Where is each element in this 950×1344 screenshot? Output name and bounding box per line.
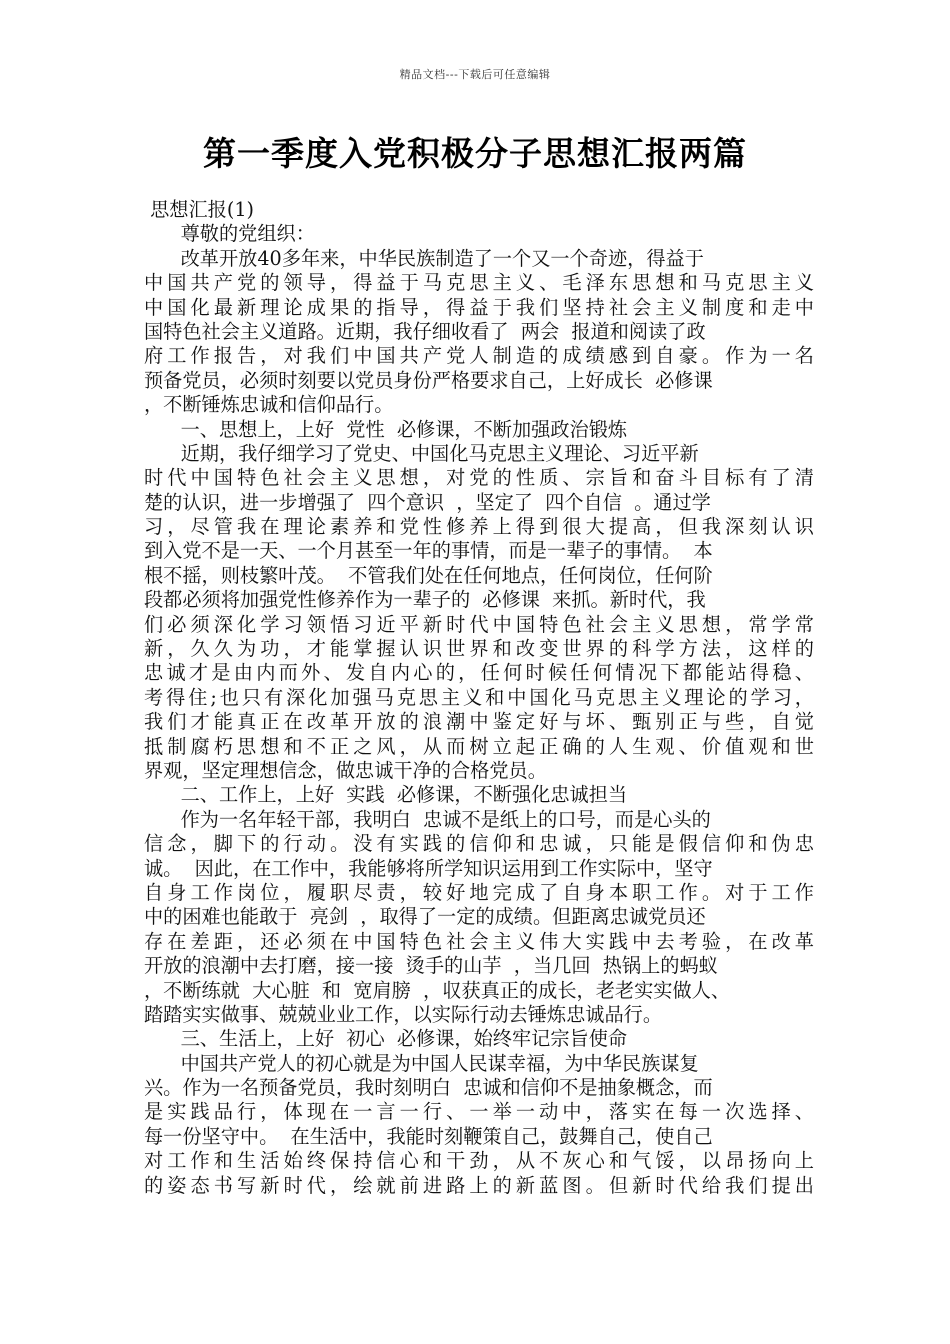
body-line: 的姿态书写新时代，绘就前进路上的新蓝图。但新时代给我们提出 [144, 1173, 814, 1197]
body-line: 对工作和生活始终保持信心和干劲，从不灰心和气馁，以昂扬向上 [144, 1149, 814, 1173]
body-line: 改革开放40多年来，中华民族制造了一个又一个奇迹，得益于 [144, 246, 704, 270]
body-line: 预备党员，必须时刻要以党员身份严格要求自己，上好成长 必修课 [144, 368, 713, 392]
body-line: 界观，坚定理想信念，做忠诚干净的合格党员。 [144, 758, 547, 782]
body-line: 中国共产党人的初心就是为中国人民谋幸福，为中华民族谋复 [144, 1051, 699, 1075]
body-line: 作为一名年轻干部，我明白 忠诚不是纸上的口号，而是心头的 [144, 807, 711, 831]
body-line: 楚的认识，进一步增强了 四个意识 ，坚定了 四个自信 。通过学 [144, 490, 711, 514]
body-line: 我们才能真正在改革开放的浪潮中鉴定好与坏、甄别正与些，自觉 [144, 710, 814, 734]
body-line: 开放的浪潮中去打磨，接一接 烫手的山芋 ，当几回 热锅上的蚂蚁 [144, 954, 718, 978]
body-line: 自身工作岗位，履职尽责，较好地完成了自身本职工作。对于工作 [144, 880, 814, 904]
body-line: 段都必须将加强党性修养作为一辈子的 必修课 来抓。新时代，我 [144, 588, 706, 612]
body-line: 忠诚才是由内而外、发自内心的，任何时候任何情况下都能站得稳、 [144, 661, 814, 685]
body-line: 习，尽管我在理论素养和党性修养上得到很大提高，但我深刻认识 [144, 515, 814, 539]
body-line: 根不摇，则枝繁叶茂。 不管我们处在任何地点，任何岗位，任何阶 [144, 563, 713, 587]
document-body [144, 198, 814, 1198]
body-line: 思想汇报(1) [144, 198, 255, 221]
body-line: 抵制腐朽思想和不正之风，从而树立起正确的人生观、价值观和世 [144, 734, 814, 758]
body-line: 踏踏实实做事、兢兢业业工作，以实际行动去锤炼忠诚品行。 [144, 1002, 663, 1026]
body-line: 们必须深化学习领悟习近平新时代中国特色社会主义思想，常学常 [144, 612, 814, 636]
body-line: 三、生活上，上好 初心 必修课，始终牢记宗旨使命 [144, 1027, 628, 1051]
header-note: 精品文档---下载后可任意编辑 [399, 68, 551, 81]
body-line: 一、思想上，上好 党性 必修课，不断加强政治锻炼 [144, 417, 628, 441]
body-line: 每一份坚守中。 在生活中，我能时刻鞭策自己，鼓舞自己，使自己 [144, 1124, 713, 1148]
body-line: 近期，我仔细学习了党史、中国化马克思主义理论、习近平新 [144, 441, 699, 465]
document-title: 第一季度入党积极分子思想汇报两篇 [203, 134, 747, 173]
body-line: 考得住;也只有深化加强马克思主义和中国化马克思主义理论的学习， [144, 685, 814, 709]
body-line: 时代中国特色社会主义思想，对党的性质、宗旨和奋斗目标有了清 [144, 466, 814, 490]
body-line: 信念，脚下的行动。没有实践的信仰和忠诚，只能是假信仰和伪忠 [144, 832, 814, 856]
body-line: 中的困难也能敢于 亮剑 ，取得了一定的成绩。但距离忠诚党员还 [144, 905, 706, 929]
body-line: ，不断练就 大心脏 和 宽肩膀 ，収获真正的成长，老老实实做人、 [144, 978, 731, 1002]
body-line: 中国化最新理论成果的指导，得益于我们坚持社会主义制度和走中 [144, 295, 814, 319]
body-line: 中国共产党的领导，得益于马克思主义、毛泽东思想和马克思主义 [144, 271, 814, 295]
body-line: 府工作报告，对我们中国共产党人制造的成绩感到自豪。作为一名 [144, 344, 814, 368]
body-line: 二、工作上，上好 实践 必修课，不断强化忠诚担当 [144, 783, 628, 807]
body-line: 存在差距，还必须在中国特色社会主义伟大实践中去考验，在改革 [144, 929, 814, 953]
body-line: 到入党不是一天、一个月甚至一年的事情，而是一辈子的事情。 本 [144, 539, 713, 563]
body-line: 尊敬的党组织： [144, 222, 315, 246]
body-line: 新，久久为功，才能掌握认识世界和改变世界的科学方法，这样的 [144, 637, 814, 661]
body-line: ，不断锤炼忠诚和信仰品行。 [144, 393, 394, 417]
body-line: 诚。 因此，在工作中，我能够将所学知识运用到工作实际中，坚守 [144, 856, 713, 880]
body-line: 兴。作为一名预备党员，我时刻明白 忠诚和信仰不是抽象概念，而 [144, 1076, 713, 1100]
body-line: 国特色社会主义道路。近期，我仔细收看了 两会 报道和阅读了政 [144, 319, 706, 343]
body-line: 是实践品行，体现在一言一行、一举一动中，落实在每一次选择、 [144, 1100, 814, 1124]
